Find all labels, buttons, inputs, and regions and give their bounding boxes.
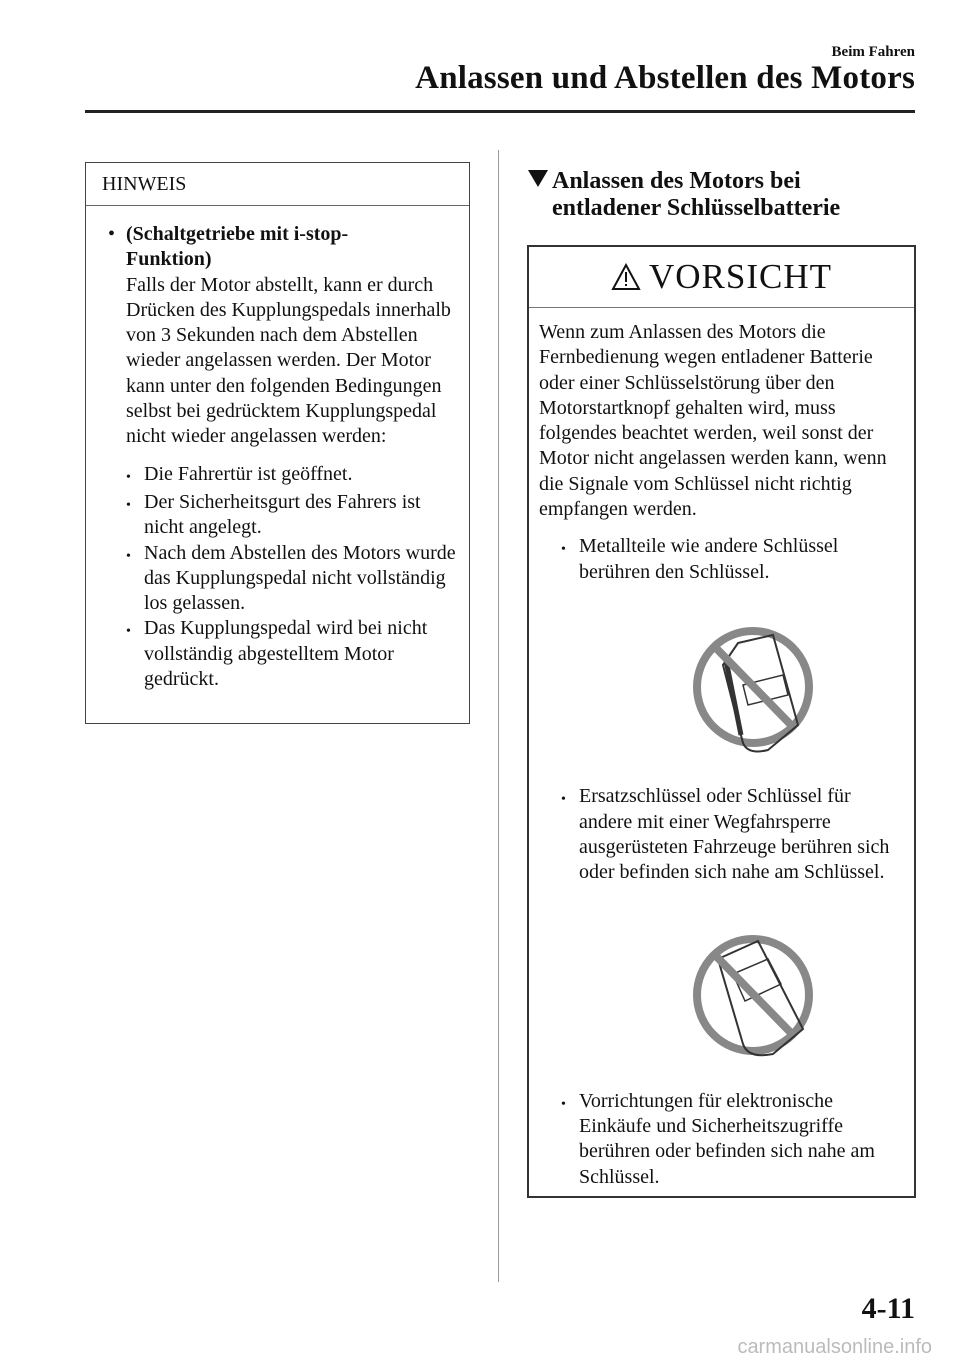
list-item: • Die Fahrertür ist geöffnet.: [126, 462, 461, 490]
list-item: • Das Kupplungspedal wird bei nicht vollständig abgestelltem Motor gedrückt.: [126, 616, 461, 692]
list-item: • Ersatzschlüssel oder Schlüssel für andere mit einer Wegfahrsperre ausgerüsteten Fahrzeuge berühren sich oder befinden sich nahe am Schlüssel.: [561, 784, 908, 885]
watermark: carmanualsonline.info: [737, 1336, 932, 1358]
bullet-icon: •: [126, 497, 131, 513]
triangle-down-icon: [528, 170, 548, 187]
list-item: • Nach dem Abstellen des Motors wurde das Kupplungspedal nicht vollständig los gelassen.: [126, 541, 461, 617]
page-title: Anlassen und Abstellen des Motors: [415, 60, 915, 96]
list-item: • Metallteile wie andere Schlüssel berühren den Schlüssel.: [561, 534, 908, 585]
bullet-icon: •: [561, 1096, 566, 1112]
hinweis-bullet-body: Falls der Motor abstellt, kann er durch Drücken des Kupplungspedals innerhalb von 3 Sekunden nach dem Abstellen wieder angelassen werden. Der Motor kann unter den folgenden Bedingungen selbst bei gedrücktem Kupplungspedal nicht wieder angelassen werden:: [126, 273, 451, 448]
list-item: • Der Sicherheitsgurt des Fahrers ist nicht angelegt.: [126, 490, 461, 541]
hinweis-bullet-title: (Schaltgetriebe mit i-stop- Funktion): [126, 223, 349, 271]
bullet-icon: •: [126, 469, 131, 485]
chapter-label: Beim Fahren: [831, 44, 915, 60]
bullet-icon: •: [108, 223, 116, 245]
vorsicht-intro: Wenn zum Anlassen des Motors die Fernbedienung wegen entladener Batterie oder einer Schlüsselstörung über den Motorstartknopf gehalten wird, muss folgendes beachtet werden, weil sonst der Motor nicht angelassen werden kann, wenn die Signale vom Schlüssel nicht richtig empfangen werden.: [539, 321, 887, 521]
section-heading: Anlassen des Motors bei entladener Schlüsselbatterie: [528, 168, 840, 222]
hinweis-heading: HINWEIS: [86, 163, 469, 206]
spare-key-illustration: [693, 929, 908, 1076]
bullet-icon: •: [561, 542, 566, 558]
page-number: 4-11: [861, 1292, 915, 1325]
bullet-icon: •: [126, 548, 131, 564]
hinweis-body: [86, 206, 469, 692]
bullet-icon: •: [561, 792, 566, 808]
list-item: • Vorrichtungen für elektronische Einkäufe und Sicherheitszugriffe berühren oder befinden sich nahe am Schlüssel.: [561, 1089, 908, 1190]
vorsicht-body: [529, 308, 914, 1190]
vorsicht-list: [539, 534, 908, 1190]
bullet-icon: •: [126, 624, 131, 640]
hinweis-bullet: [108, 222, 461, 692]
vorsicht-word: VORSICHT: [648, 257, 833, 296]
vorsicht-box: [527, 245, 916, 1198]
column-divider: [498, 150, 499, 1282]
title-rule: [85, 110, 915, 113]
hinweis-sub-list: [126, 462, 461, 693]
key-contact-illustration: [693, 625, 908, 772]
vorsicht-heading: [529, 247, 914, 308]
warning-triangle-icon: [611, 263, 641, 291]
hinweis-box: [85, 162, 470, 724]
